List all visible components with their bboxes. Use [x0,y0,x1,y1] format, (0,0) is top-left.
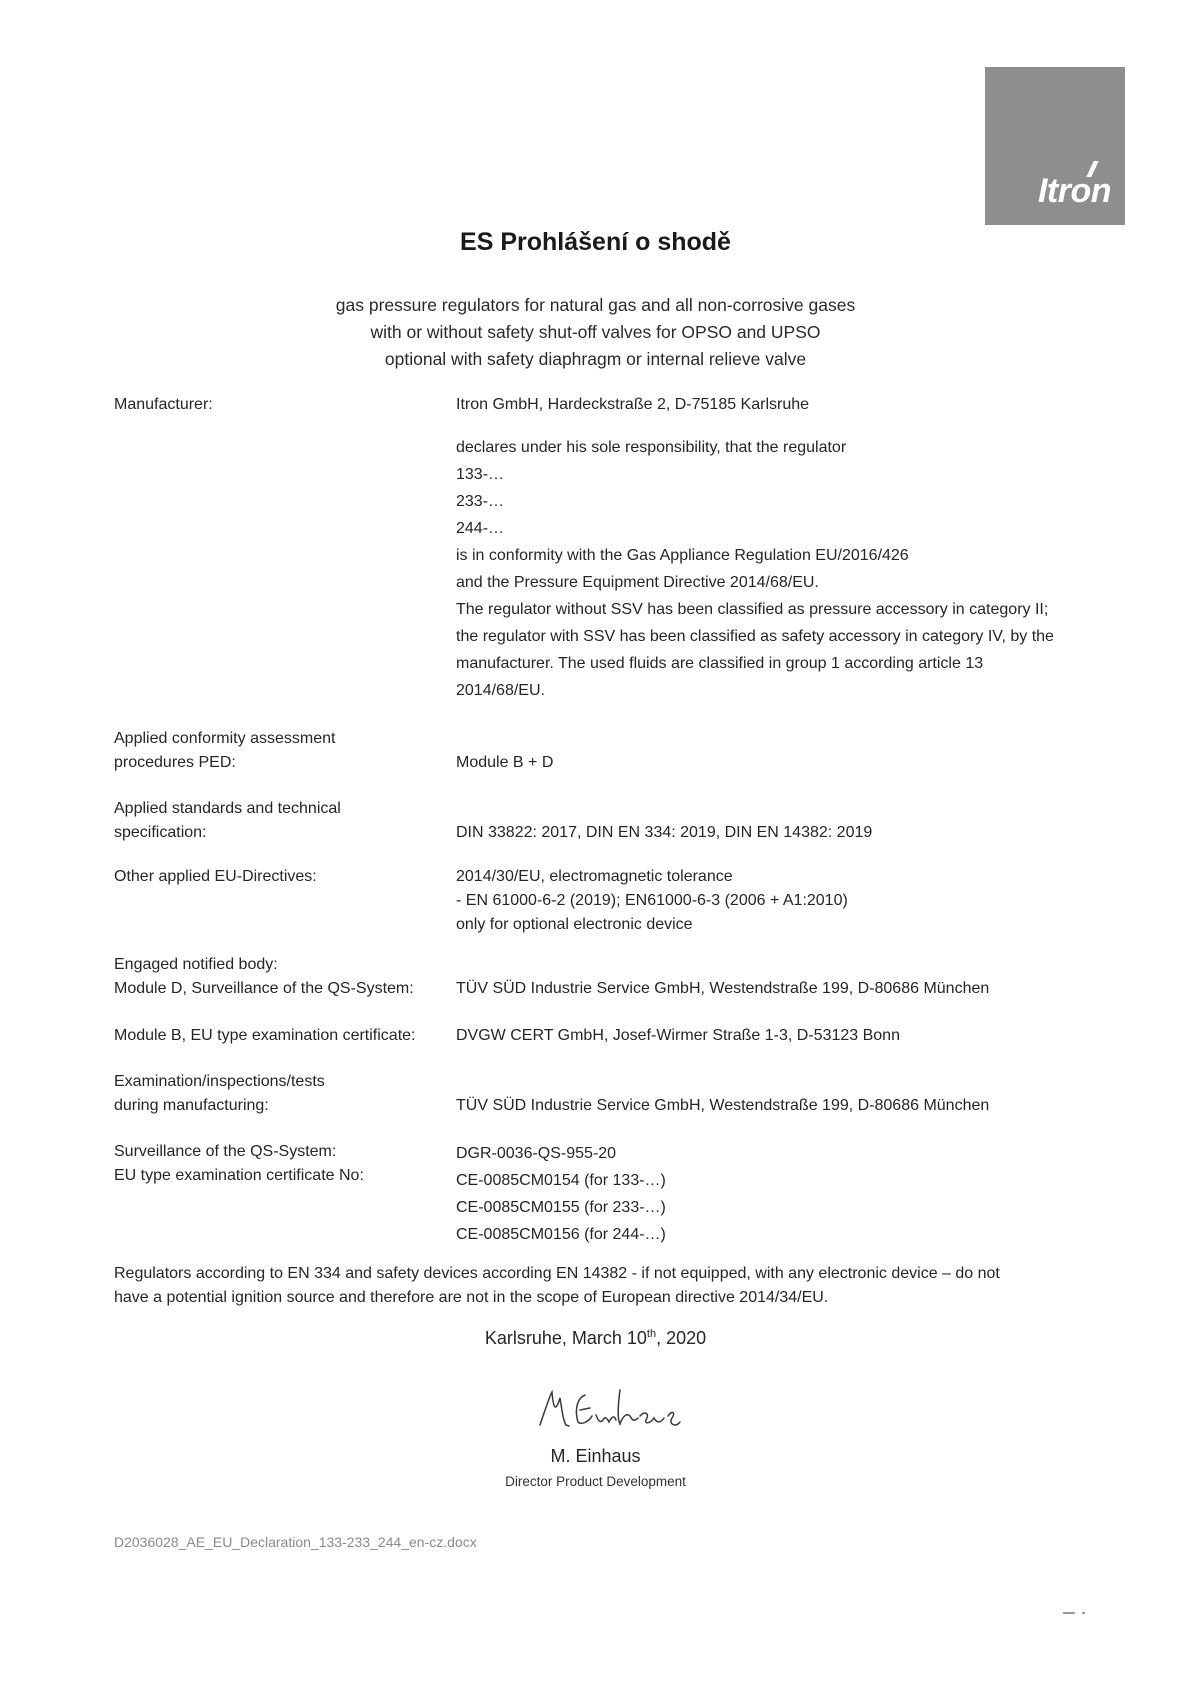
label-line: Applied standards and technical [114,800,341,817]
signatory-name: M. Einhaus [550,1446,641,1466]
declaration-line: is in conformity with the Gas Appliance Regulation EU/2016/426 [456,547,909,564]
notified-body-label [114,953,474,1001]
declaration-line: 133-… [456,466,505,483]
standards-label [114,797,454,845]
certificates-label [114,1140,454,1188]
directives-value [456,865,1191,937]
label-line: Examination/inspections/tests [114,1073,325,1090]
itron-logo [985,67,1125,225]
note-line: Regulators according to EN 334 and safety devices according EN 14382 - if not equipped, with any electronic device – do not [114,1265,1000,1282]
scope-note [114,1262,1124,1310]
label-line: specification: [114,824,207,841]
conformity-label [114,727,454,775]
declaration-text [456,434,1191,704]
subtitle-line: optional with safety diaphragm or internal relieve valve [384,349,807,369]
standards-value: DIN 33822: 2017, DIN EN 334: 2019, DIN EN 14382: 2019 [456,824,873,841]
product-description [0,292,1191,373]
label-line: Module D, Surveillance of the QS-System: [114,980,414,997]
declaration-line: 233-… [456,493,505,510]
label-line: EU type examination certificate No: [114,1167,364,1184]
label-line: during manufacturing: [114,1097,269,1114]
place-date [0,1328,1191,1349]
signatory-position: Director Product Development [505,1474,686,1489]
declaration-line: and the Pressure Equipment Directive 2014/68/EU. [456,574,819,591]
place-date-year: , 2020 [656,1328,707,1348]
handwritten-signature [0,1380,1191,1440]
label-line: Applied conformity assessment [114,730,336,747]
declaration-line: manufacturer. The used fluids are classified in group 1 according article 13 [456,655,984,672]
examination-label [114,1070,454,1118]
label-line: Engaged notified body: [114,956,278,973]
page-mark [1082,1612,1085,1614]
place-date-text: Karlsruhe, March 10 [484,1328,647,1348]
manufacturer-value: Itron GmbH, Hardeckstraße 2, D-75185 Karlsruhe [456,396,810,413]
certificate-line: CE-0085CM0154 (for 133-…) [456,1172,666,1189]
directive-line: 2014/30/EU, electromagnetic tolerance [456,868,733,885]
subtitle-line: with or without safety shut-off valves for OPSO and UPSO [370,322,821,342]
label-line: procedures PED: [114,754,236,771]
directive-line: - EN 61000-6-2 (2019); EN61000-6-3 (2006 + A1:2010) [456,892,848,909]
examination-value: TÜV SÜD Industrie Service GmbH, Westendstraße 199, D-80686 München [456,1097,990,1114]
note-line: have a potential ignition source and therefore are not in the scope of European directive 2014/34/EU. [114,1289,829,1306]
conformity-value: Module B + D [456,754,554,771]
directives-label: Other applied EU-Directives: [114,868,317,885]
certificate-line: DGR-0036-QS-955-20 [456,1145,617,1162]
notified-body-value: TÜV SÜD Industrie Service GmbH, Westendstraße 199, D-80686 München [456,980,990,997]
certificates-value [456,1140,1191,1248]
module-b-value: DVGW CERT GmbH, Josef-Wirmer Straße 1-3, D-53123 Bonn [456,1027,900,1044]
module-b-label: Module B, EU type examination certificate: [114,1027,416,1044]
directive-line: only for optional electronic device [456,916,693,933]
date-ordinal: th [646,1328,657,1340]
declaration-line: The regulator without SSV has been classified as pressure accessory in category II; [456,601,1049,618]
document-title: ES Prohlášení o shodě [460,228,731,256]
logo-text: Itron [1037,172,1111,210]
manufacturer-label: Manufacturer: [114,396,213,413]
label-line: Surveillance of the QS-System: [114,1143,337,1160]
document-filename: D2036028_AE_EU_Declaration_133-233_244_en-cz.docx [114,1534,477,1550]
declaration-line: declares under his sole responsibility, that the regulator [456,439,847,456]
declaration-line: 244-… [456,520,505,537]
declaration-line: the regulator with SSV has been classified as safety accessory in category IV, by the [456,628,1054,645]
subtitle-line: gas pressure regulators for natural gas and all non-corrosive gases [335,295,856,315]
certificate-line: CE-0085CM0155 (for 233-…) [456,1199,666,1216]
page-mark [1063,1612,1075,1614]
declaration-line: 2014/68/EU. [456,682,545,699]
certificate-line: CE-0085CM0156 (for 244-…) [456,1226,666,1243]
